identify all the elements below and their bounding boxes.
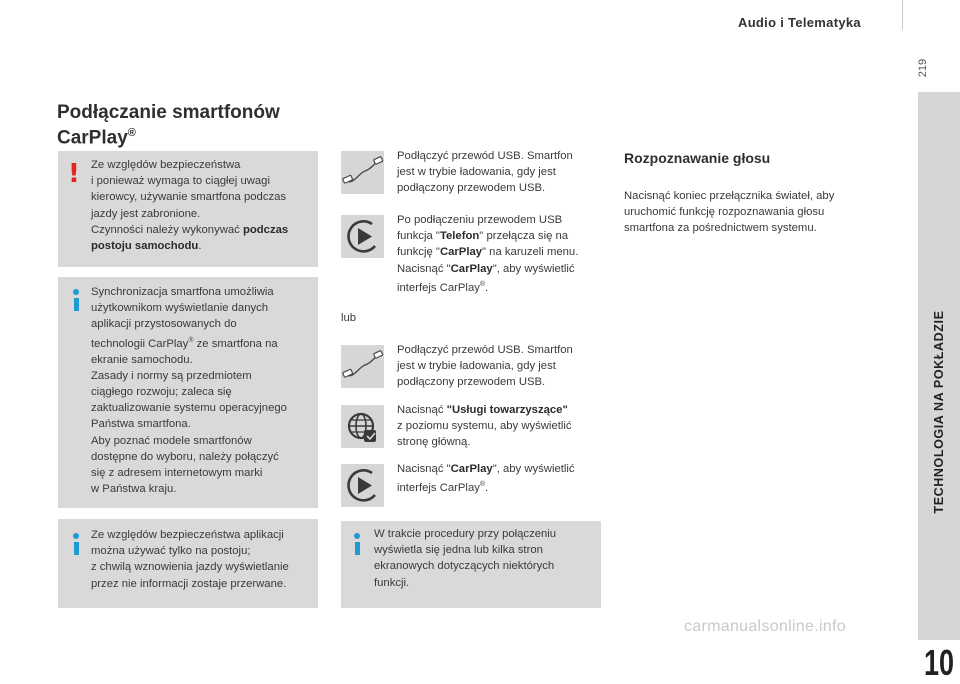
info-box-safety xyxy=(58,519,318,608)
step-carplay-switch: Po podłączeniu przewodem USB funkcja "Telefon" przełącza się na funkcję "CarPlay" na karuzeli menu. Nacisnąć "CarPlay", aby wyświetlić interfejs CarPlay®. xyxy=(397,214,579,294)
step-connect-usb: Podłączyć przewód USB. Smartfon jest w trybie ładowania, gdy jest podłączony przewodem USB. xyxy=(397,150,573,195)
voice-recognition-heading: Rozpoznawanie głosu xyxy=(624,150,771,166)
header-divider xyxy=(902,0,903,30)
info-box-synchronization xyxy=(58,277,318,508)
chapter-side-tab xyxy=(918,92,960,683)
info-icon xyxy=(72,289,80,311)
warning-box xyxy=(58,151,318,267)
warning-icon: ! xyxy=(68,159,80,189)
chapter-label: TECHNOLOGIA NA POKŁADZIE xyxy=(932,310,946,514)
usb-cable-icon xyxy=(341,345,384,388)
title-line-2: CarPlay® xyxy=(57,127,136,149)
title-line-1: Podłączanie smartfonów xyxy=(57,102,280,123)
info-text: Synchronizacja smartfona umożliwia użytkownikom wyświetlanie danych aplikacji przystosowanych do technologii CarPlay® ze smartfona na ekranie samochodu. Zasady i normy są przedmiotem ciągłego rozwoju; zaleca się zaktualizowanie systemu operacyjnego Państwa smartfona. Aby poznać modele smartfonów dostępne do wyboru, należy połączyć się z adresem internetowym marki w Państwa kraju. xyxy=(91,286,287,496)
info-text: Ze względów bezpieczeństwa aplikacji można używać tylko na postoju; z chwilą wznowienia jazdy wyświetlanie przez nie informacji zostaje przerwane. xyxy=(91,529,289,590)
step-connect-usb-alt: Podłączyć przewód USB. Smartfon jest w trybie ładowania, gdy jest podłączony przewodem USB. xyxy=(397,344,573,389)
page-title xyxy=(57,102,280,148)
info-text: W trakcie procedury przy połączeniu wyświetla się jedna lub kilka stron ekranowych dotyczących niektórych funkcji. xyxy=(374,528,557,589)
carplay-play-icon xyxy=(341,215,384,258)
step-open-carplay: Nacisnąć "CarPlay", aby wyświetlić interfejs CarPlay®. xyxy=(397,463,575,494)
info-box-procedure xyxy=(341,521,601,608)
info-icon xyxy=(72,533,80,555)
section-title: Audio i Telematyka xyxy=(738,15,861,30)
or-separator: lub xyxy=(341,312,357,324)
usb-cable-icon xyxy=(341,151,384,194)
info-icon xyxy=(353,533,361,555)
warning-text: Ze względów bezpieczeństwa i ponieważ wymaga to ciągłej uwagi kierowcy, używanie smartfona podczas jazdy jest zabronione. Czynności należy wykonywać podczas postoju samochodu. xyxy=(91,159,289,253)
page-number: 219 xyxy=(917,58,929,78)
chapter-number: 10 xyxy=(923,642,955,683)
connected-services-icon xyxy=(341,405,384,448)
carplay-play-icon xyxy=(341,464,384,507)
voice-recognition-text: Nacisnąć koniec przełącznika świateł, aby uruchomić funkcję rozpoznawania głosu smartfona za pośrednictwem systemu. xyxy=(624,190,835,235)
step-connected-services: Nacisnąć "Usługi towarzyszące" z poziomu systemu, aby wyświetlić stronę główną. xyxy=(397,404,572,449)
watermark: carmanualsonline.info xyxy=(684,618,846,635)
